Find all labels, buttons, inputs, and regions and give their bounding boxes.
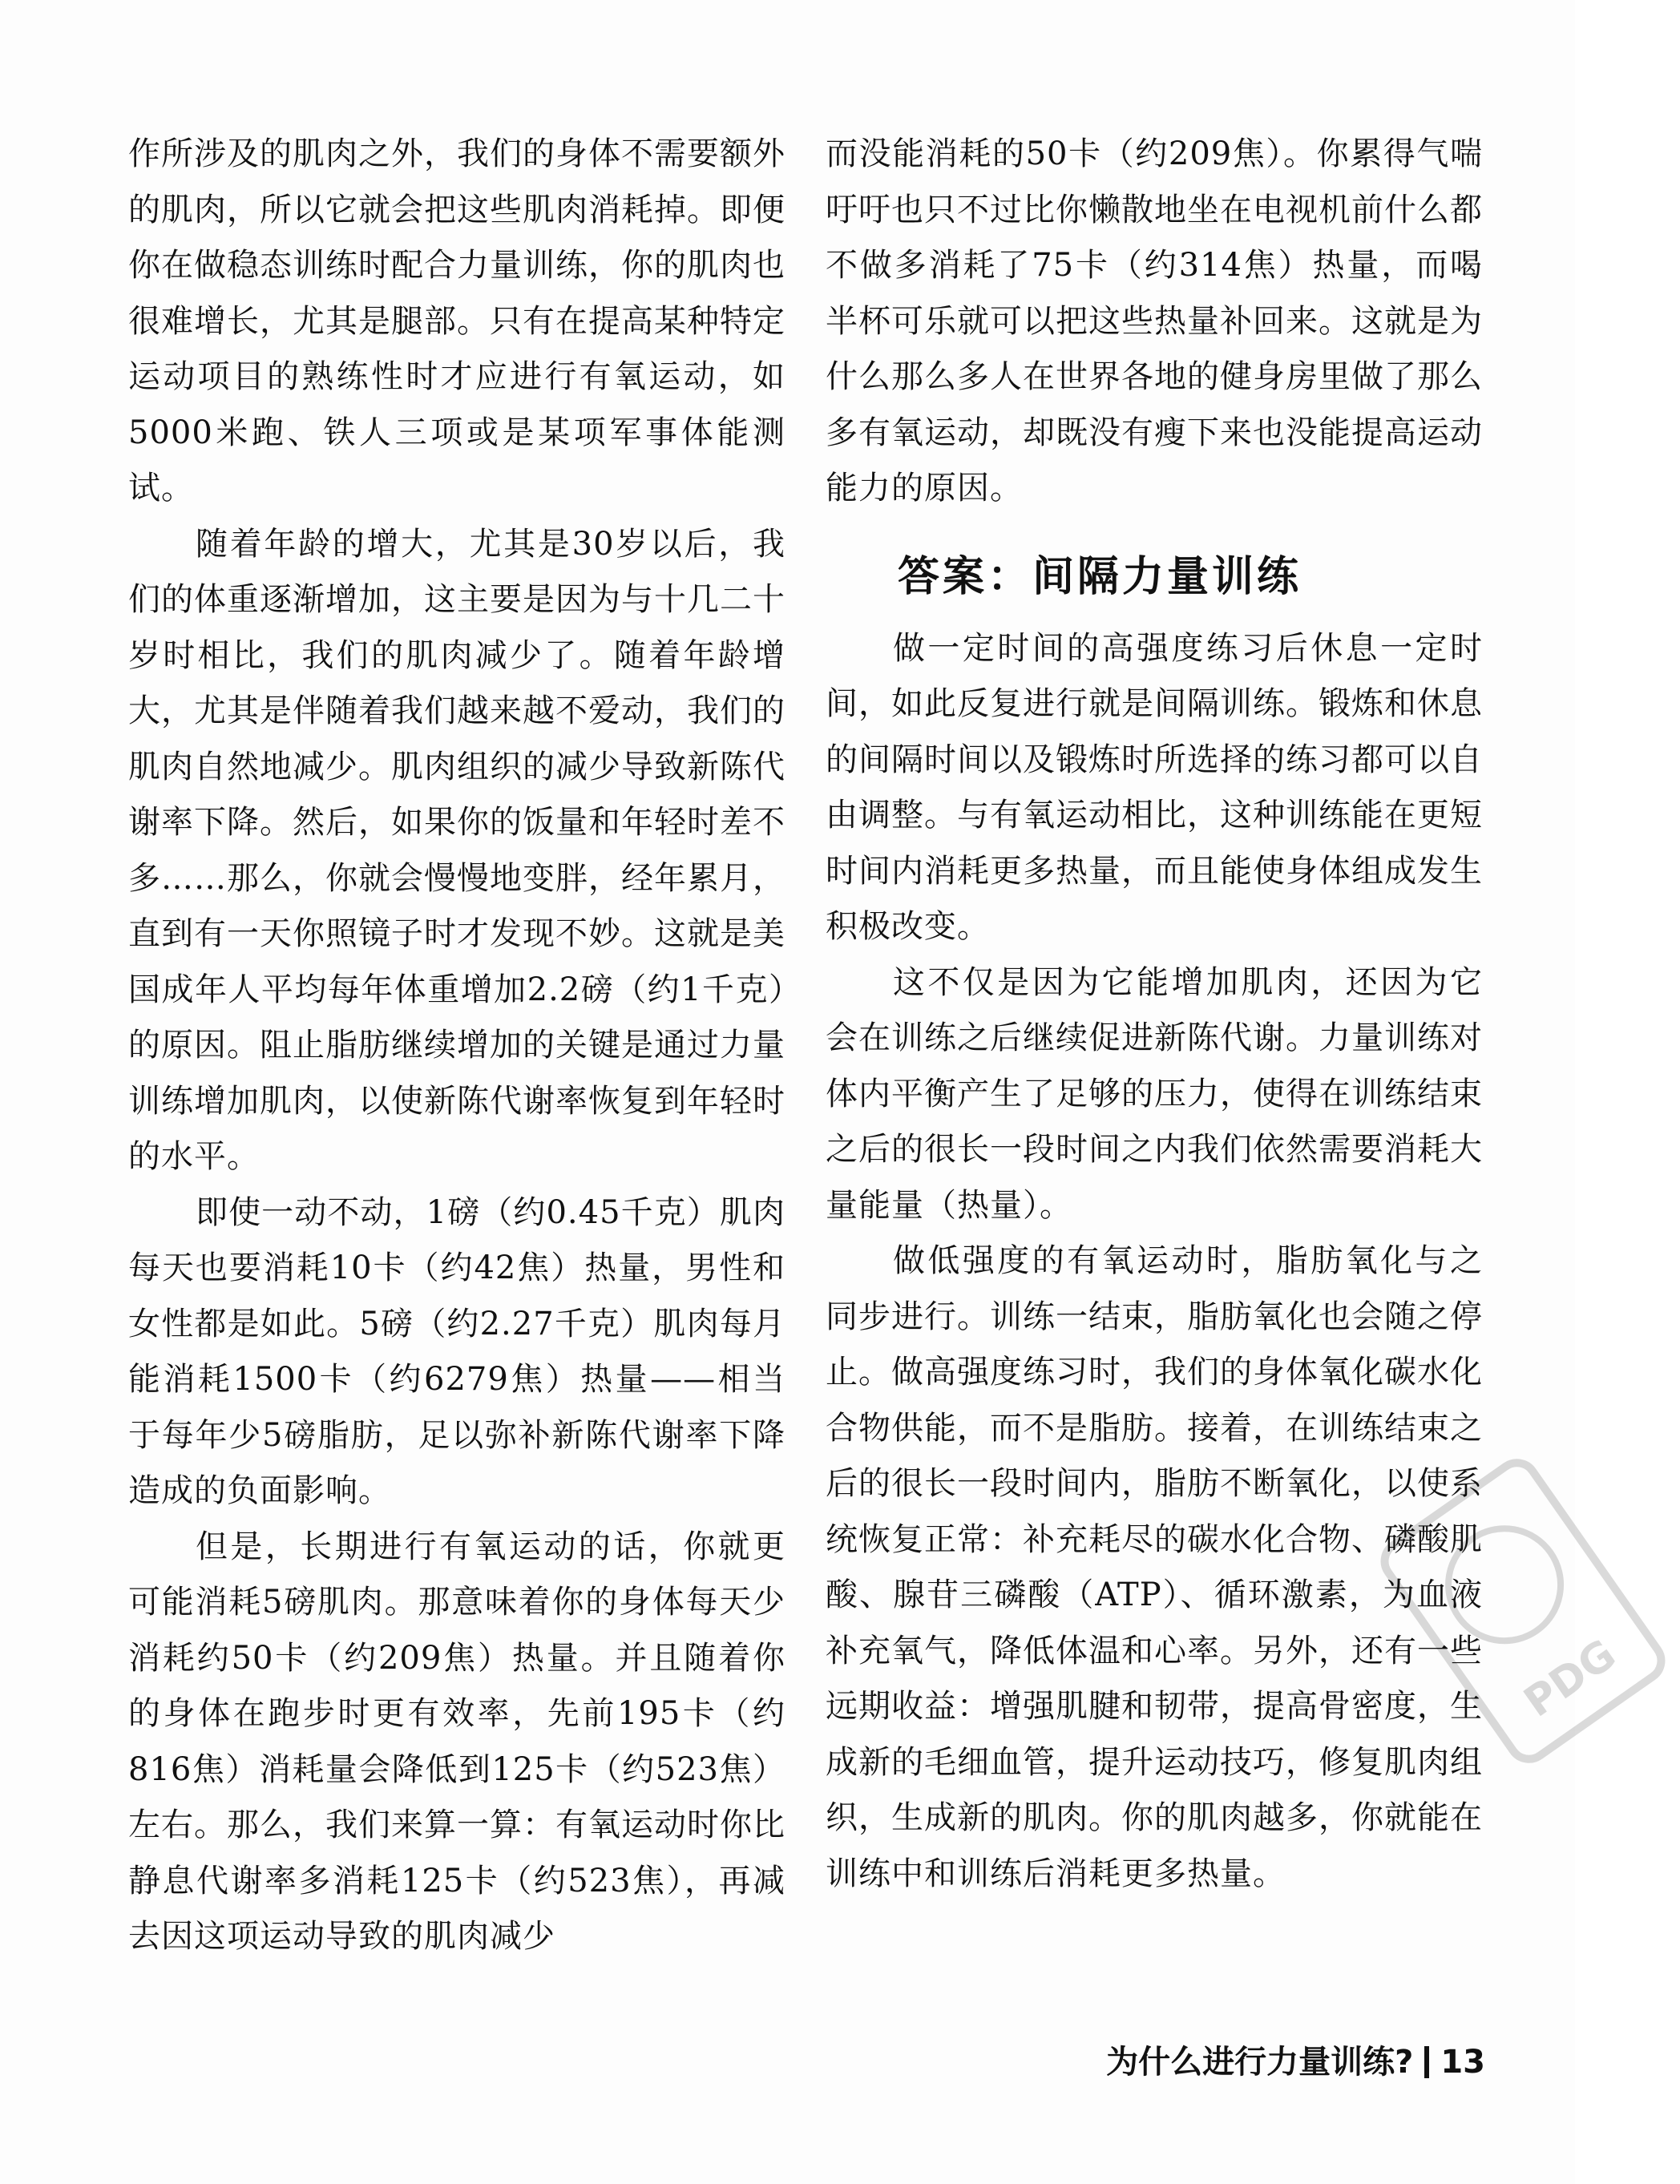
footer-divider: [1424, 2046, 1429, 2078]
left-paragraph-2: 随着年龄的增大，尤其是30岁以后，我们的体重逐渐增加，这主要是因为与十几二十岁时相比，我们的肌肉减少了。随着年龄增大，尤其是伴随着我们越来越不爱动，我们的肌肉自然地减少。肌肉组织的减少导致新陈代谢率下降。然后，如果你的饭量和年轻时差不多……那么，你就会慢慢地变胖，经年累月，直到有一天你照镜子时才发现不妙。这就是美国成年人平均每年体重增加2.2磅（约1千克）的原因。阻止脂肪继续增加的关键是通过力量训练增加肌肉，以使新陈代谢率恢复到年轻时的水平。: [128, 525, 785, 1175]
left-paragraph-3: 即使一动不动，1磅（约0.45千克）肌肉每天也要消耗10卡（约42焦）热量，男性和女性都是如此。5磅（约2.27千克）肌肉每月能消耗1500卡（约6279焦）热量——相当于每年少5磅脂肪，足以弥补新陈代谢率下降造成的负面影响。: [128, 1193, 785, 1509]
left-paragraph-1: 作所涉及的肌肉之外，我们的身体不需要额外的肌肉，所以它就会把这些肌肉消耗掉。即便你在做稳态训练时配合力量训练，你的肌肉也很难增长，尤其是腿部。只有在提高某种特定运动项目的熟练性时才应进行有氧运动，如5000米跑、铁人三项或是某项军事体能测试。: [128, 135, 785, 507]
section-heading: 答案：间隔力量训练: [898, 552, 1302, 601]
running-chapter-title: 为什么进行力量训练?: [1106, 2044, 1414, 2081]
page-number: 13: [1440, 2044, 1485, 2081]
left-column: [128, 127, 785, 1965]
svg-text:PDG: PDG: [1516, 1630, 1625, 1727]
right-paragraph-4: 做低强度的有氧运动时，脂肪氧化与之同步进行。训练一结束，脂肪氧化也会随之停止。做高强度练习时，我们的身体氧化碳水化合物供能，而不是脂肪。接着，在训练结束之后的很长一段时间内，脂肪不断氧化，以使系统恢复正常：补充耗尽的碳水化合物、磷酸肌酸、腺苷三磷酸（ATP）、循环激素，为血液补充氧气，降低体温和心率。另外，还有一些远期收益：增强肌腱和韧带，提高骨密度，生成新的毛细血管，提升运动技巧，修复肌肉组织，生成新的肌肉。你的肌肉越多，你就能在训练中和训练后消耗更多热量。: [826, 1242, 1483, 1892]
left-paragraph-4: 但是，长期进行有氧运动的话，你就更可能消耗5磅肌肉。那意味着你的身体每天少消耗约50卡（约209焦）热量。并且随着你的身体在跑步时更有效率，先前195卡（约816焦）消耗量会降低到125卡（约523焦）左右。那么，我们来算一算：有氧运动时你比静息代谢率多消耗125卡（约523焦），再减去因这项运动导致的肌肉减少: [128, 1528, 785, 1955]
right-paragraph-1: 而没能消耗的50卡（约209焦）。你累得气喘吁吁也只不过比你懒散地坐在电视机前什么都不做多消耗了75卡（约314焦）热量，而喝半杯可乐就可以把这些热量补回来。这就是为什么那么多人在世界各地的健身房里做了那么多有氧运动，却既没有瘦下来也没能提高运动能力的原因。: [826, 135, 1483, 507]
page-footer: [1106, 2040, 1485, 2085]
right-paragraph-3: 这不仅是因为它能增加肌肉，还因为它会在训练之后继续促进新陈代谢。力量训练对体内平衡产生了足够的压力，使得在训练结束之后的很长一段时间之内我们依然需要消耗大量能量（热量）。: [826, 963, 1483, 1224]
right-paragraph-2: 做一定时间的高强度练习后休息一定时间，如此反复进行就是间隔训练。锻炼和休息的间隔时间以及锻炼时所选择的练习都可以自由调整。与有氧运动相比，这种训练能在更短时间内消耗更多热量，而且能使身体组成发生积极改变。: [826, 629, 1483, 945]
right-column: [826, 127, 1483, 1902]
